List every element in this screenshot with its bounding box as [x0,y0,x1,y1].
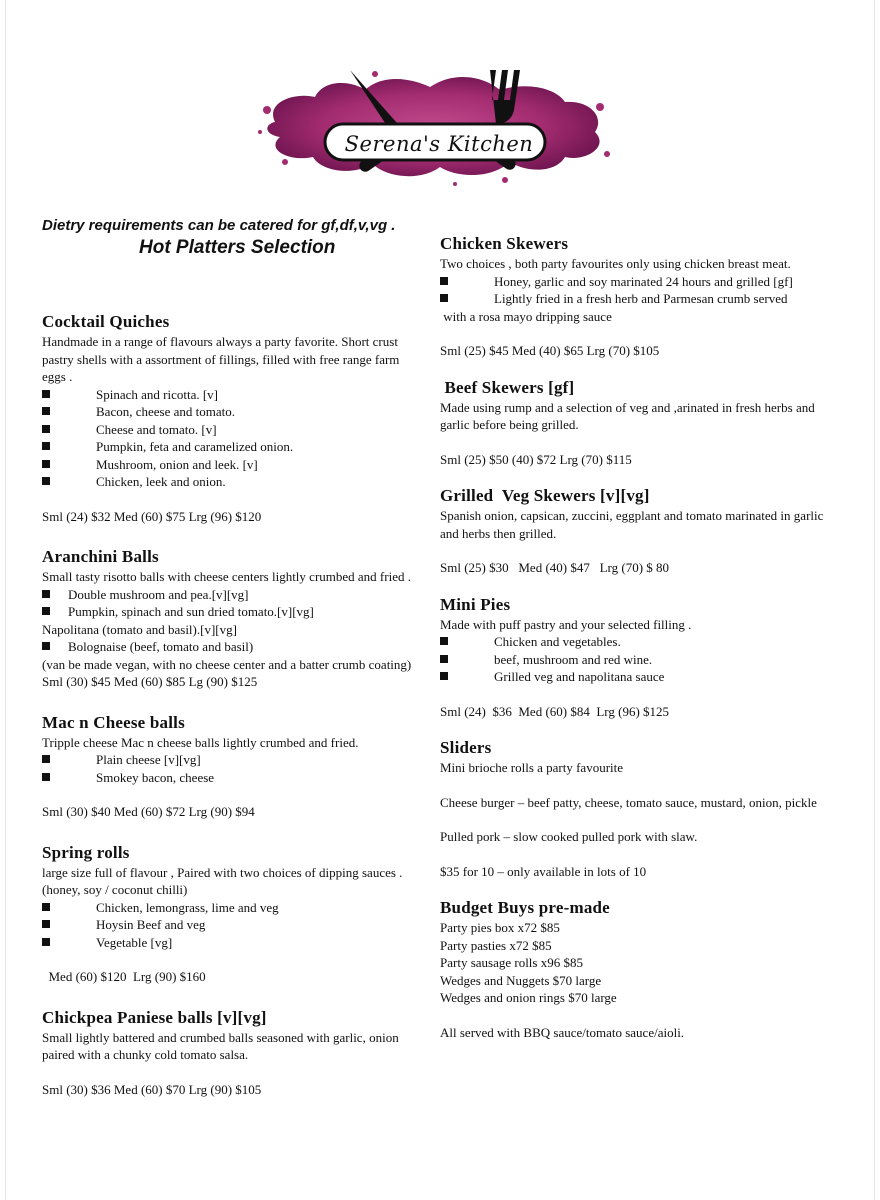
price-line: Sml (24) $36 Med (60) $84 Lrg (96) $125 [440,703,670,719]
square-bullet-icon [42,773,50,781]
slider-option: Pulled pork – slow cooked pulled pork with slaw. [440,829,698,844]
list-item: Chicken, leek and onion. [42,473,422,491]
item-list [42,586,422,621]
item-list [440,273,845,308]
square-bullet-icon [42,920,50,928]
item-list [42,899,422,952]
square-bullet-icon [42,390,50,398]
section-description: Made using rump and a selection of veg and ,arinated in fresh herbs and garlic before being grilled. [440,399,815,432]
section-spring-rolls [42,842,422,986]
section-description: large size full of flavour , Paired with two choices of dipping sauces . (honey, soy / coconut chilli) [42,864,403,897]
section-title: Spring rolls [42,842,130,862]
list-item: Double mushroom and pea.[v][vg] [42,586,422,604]
square-bullet-icon [42,607,50,615]
page-title: Hot Platters Selection [139,237,336,258]
list-item: Chicken and vegetables. [440,633,845,651]
list-item: Wedges and onion rings $70 large [440,990,617,1005]
section-sliders [440,737,845,880]
list-item: Napolitana (tomato and basil).[v][vg] [42,621,237,637]
section-mini-pies [440,594,845,721]
left-column [42,311,422,1098]
list-item: Vegetable [vg] [42,934,422,952]
section-cocktail-quiches [42,311,422,525]
square-bullet-icon [42,642,50,650]
square-bullet-icon [42,755,50,763]
slider-price: $35 for 10 – only available in lots of 10 [440,863,647,879]
list-item: Bolognaise (beef, tomato and basil) [42,638,422,656]
serenas-kitchen-logo [255,62,615,190]
list-item: Spinach and ricotta. [v] [42,386,422,404]
list-item: Plain cheese [v][vg] [42,751,422,769]
price-line: Sml (25) $45 Med (40) $65 Lrg (70) $105 [440,343,660,358]
section-description: Two choices , both party favourites only using chicken breast meat. [440,256,791,271]
list-item: Party pasties x72 $85 [440,937,552,953]
dietary-note: Dietry requirements can be catered for gf,df,v,vg . [42,217,396,234]
section-description: Tripple cheese Mac n cheese balls lightly crumbed and fried. [42,734,359,750]
section-title: Cocktail Quiches [42,312,170,331]
slider-option: Cheese burger – beef patty, cheese, tomato sauce, mustard, onion, pickle [440,794,817,810]
price-line: Sml (25) $50 (40) $72 Lrg (70) $115 [440,451,632,467]
section-title: Sliders [440,738,492,757]
square-bullet-icon [42,425,50,433]
square-bullet-icon [42,938,50,946]
square-bullet-icon [440,672,448,680]
list-item: Mushroom, onion and leek. [v] [42,456,422,474]
section-beef-skewers [440,377,845,469]
price-line: Sml (30) $40 Med (60) $72 Lrg (90) $94 [42,804,255,819]
list-item: Smokey bacon, cheese [42,769,422,787]
section-budget-buys [440,897,845,1041]
list-item: Wedges and Nuggets $70 large [440,972,602,988]
section-description: Small lightly battered and crumbed balls seasoned with garlic, onion paired with a chunky cold tomato salsa. [42,1029,399,1062]
list-item: Cheese and tomato. [v] [42,421,422,439]
list-item: Grilled veg and napolitana sauce [440,668,845,686]
list-item: Chicken, lemongrass, lime and veg [42,899,422,917]
item-list [440,633,845,686]
section-mac-n-cheese [42,712,422,821]
price-line: Sml (30) $36 Med (60) $70 Lrg (90) $105 [42,1081,262,1097]
price-line: Med (60) $120 Lrg (90) $160 [42,969,206,984]
square-bullet-icon [440,277,448,285]
square-bullet-icon [42,460,50,468]
section-note: All served with BBQ sauce/tomato sauce/aioli. [440,1024,685,1040]
price-line: Sml (24) $32 Med (60) $75 Lrg (96) $120 [42,508,262,524]
list-item: Lightly fried in a fresh herb and Parmesan crumb served [440,290,845,308]
brand-name: Serena's Kitchen [344,132,534,156]
section-title: Chickpea Paniese balls [v][vg] [42,1007,267,1027]
list-item: Hoysin Beef and veg [42,916,422,934]
item-list [42,386,422,491]
price-line: Sml (30) $45 Med (60) $85 Lg (90) $125 [42,674,258,689]
section-note: (van be made vegan, with no cheese center and a batter crumb coating) [42,656,412,672]
section-title: Beef Skewers [gf] [440,377,575,397]
section-description: Spanish onion, capsican, zuccini, eggplant and tomato marinated in garlic and herbs then grilled. [440,508,824,541]
list-item-continued: with a rosa mayo dripping sauce [440,308,612,324]
section-grilled-veg-skewers [440,485,845,577]
list-item: Party sausage rolls x96 $85 [440,955,583,970]
section-title: Grilled Veg Skewers [v][vg] [440,486,650,505]
item-list [42,751,422,786]
section-title: Mini Pies [440,594,511,614]
section-chicken-skewers [440,233,845,360]
price-line: Sml (25) $30 Med (40) $47 Lrg (70) $ 80 [440,560,670,575]
square-bullet-icon [42,590,50,598]
square-bullet-icon [42,407,50,415]
section-aranchini-balls [42,546,422,691]
section-title: Budget Buys pre-made [440,898,610,917]
square-bullet-icon [42,903,50,911]
section-description: Mini brioche rolls a party favourite [440,760,624,775]
list-item: beef, mushroom and red wine. [440,651,845,669]
item-list [42,638,422,656]
list-item: Party pies box x72 $85 [440,920,560,935]
list-item: Bacon, cheese and tomato. [42,403,422,421]
section-chickpea-paniese [42,1007,422,1099]
section-title: Aranchini Balls [42,547,159,566]
list-item: Pumpkin, feta and caramelized onion. [42,438,422,456]
list-item: Pumpkin, spinach and sun dried tomato.[v][vg] [42,603,422,621]
list-item: Honey, garlic and soy marinated 24 hours and grilled [gf] [440,273,845,291]
square-bullet-icon [440,637,448,645]
right-column [440,233,845,1041]
section-description: Handmade in a range of flavours always a party favorite. Short crust pastry shells with a assortment of fillings, filled with free range farm eggs . [42,334,400,384]
square-bullet-icon [42,442,50,450]
square-bullet-icon [440,294,448,302]
square-bullet-icon [42,477,50,485]
square-bullet-icon [440,655,448,663]
section-description: Small tasty risotto balls with cheese centers lightly crumbed and fried . [42,569,411,584]
section-title: Chicken Skewers [440,234,569,253]
section-title: Mac n Cheese balls [42,712,185,732]
section-description: Made with puff pastry and your selected filling . [440,616,692,632]
